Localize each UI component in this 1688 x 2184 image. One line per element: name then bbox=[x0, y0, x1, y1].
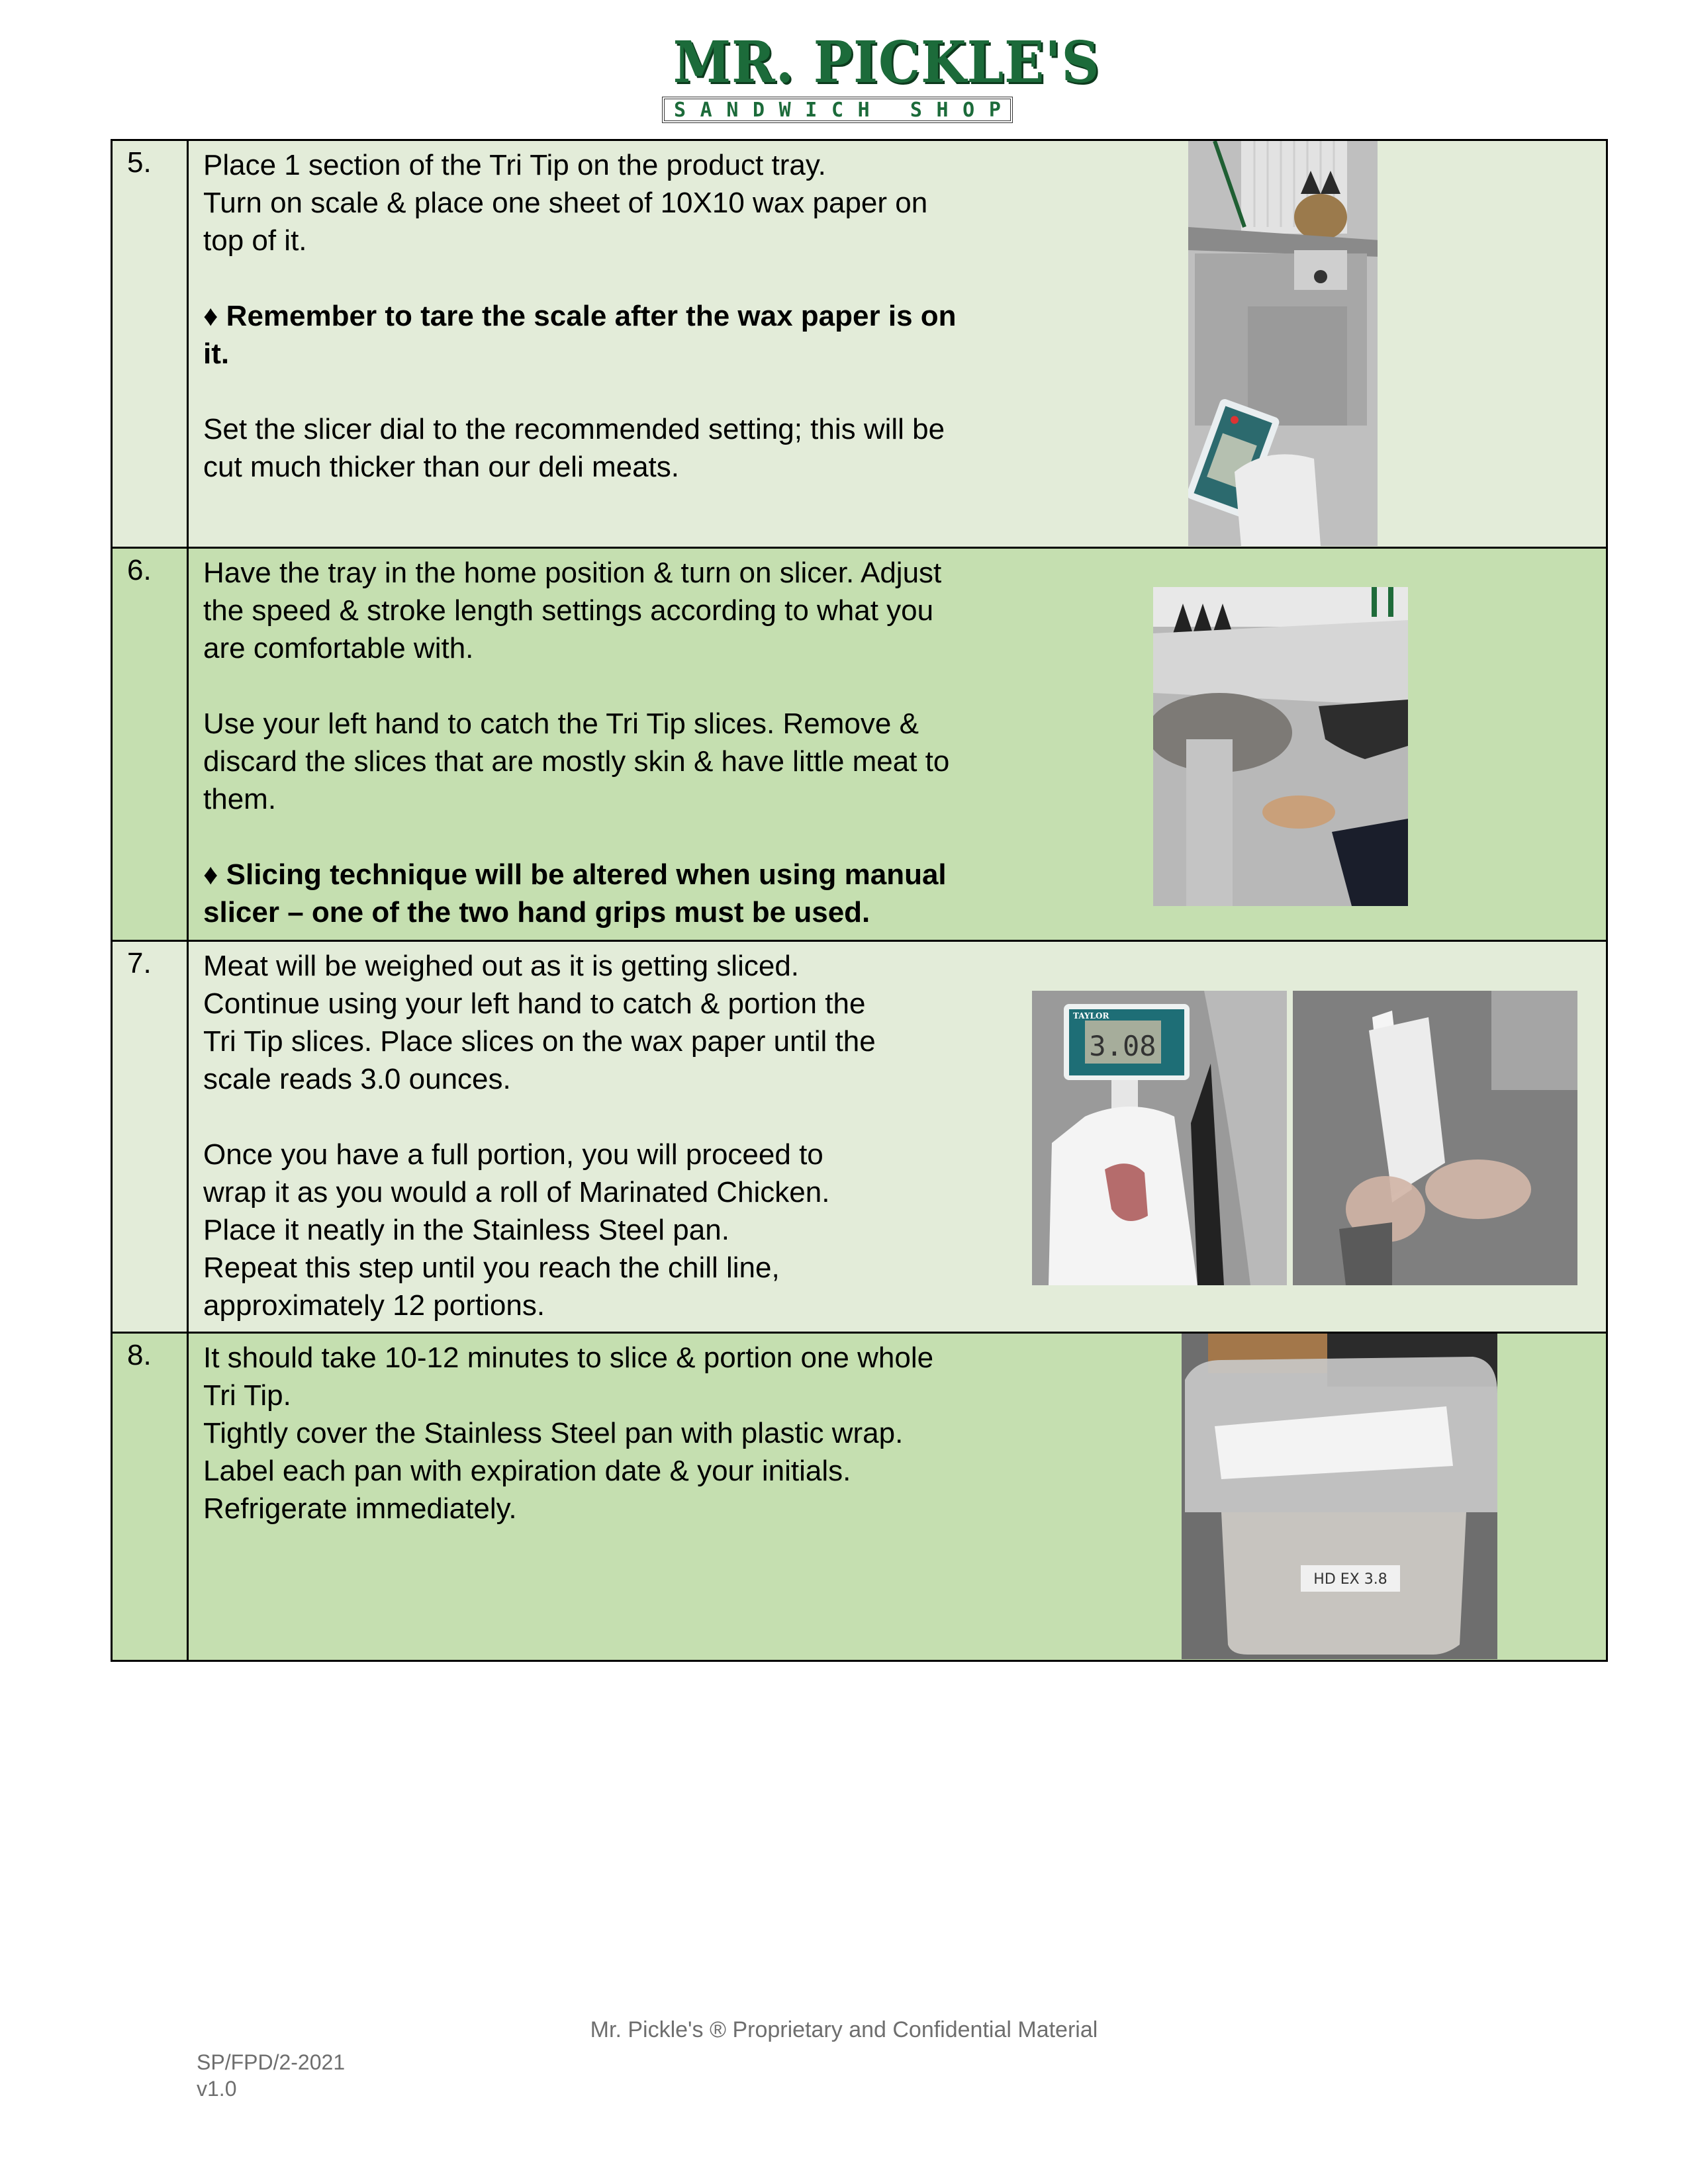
instruction-line: Refrigerate immediately. bbox=[203, 1492, 517, 1525]
instruction-line: Once you have a full portion, you will proceed to bbox=[203, 1138, 823, 1171]
step-content bbox=[188, 140, 1607, 548]
instruction-line: are comfortable with. bbox=[203, 632, 474, 664]
scale-display-value: 3.08 bbox=[1089, 1030, 1156, 1062]
scale-brand: TAYLOR bbox=[1073, 1011, 1109, 1021]
logo-letter: S bbox=[910, 98, 922, 122]
instruction-line: them. bbox=[203, 783, 277, 815]
step-content bbox=[188, 941, 1607, 1333]
step-number: 5. bbox=[112, 140, 188, 548]
confidential-notice: Mr. Pickle's ® Proprietary and Confidential Material bbox=[590, 2017, 1098, 2042]
instruction-line: the speed & stroke length settings according to what you bbox=[203, 594, 934, 627]
step-row-7 bbox=[112, 941, 1607, 1333]
logo-letter: I bbox=[805, 98, 818, 122]
step-number: 6. bbox=[112, 548, 188, 941]
instruction-line: Label each pan with expiration date & your initials. bbox=[203, 1455, 851, 1487]
important-note: slicer – one of the two hand grips must be used. bbox=[203, 896, 870, 929]
instruction-line: Use your left hand to catch the Tri Tip slices. Remove & bbox=[203, 707, 919, 740]
steps-table bbox=[111, 139, 1608, 1662]
instruction-line: Meat will be weighed out as it is getting sliced. bbox=[203, 950, 800, 982]
instruction-line: Tri Tip. bbox=[203, 1379, 291, 1412]
brand-logo bbox=[659, 29, 1100, 134]
important-note: ♦ Slicing technique will be altered when using manual bbox=[203, 858, 947, 891]
step-text bbox=[203, 947, 876, 1324]
instruction-line: approximately 12 portions. bbox=[203, 1289, 545, 1322]
step-content bbox=[188, 548, 1607, 941]
logo-letter: P bbox=[988, 98, 1001, 122]
logo-letter: D bbox=[752, 98, 765, 122]
scale-reading-photo bbox=[1032, 991, 1287, 1285]
step-content bbox=[188, 1333, 1607, 1661]
important-note: it. bbox=[203, 338, 230, 370]
logo-letter: C bbox=[831, 98, 843, 122]
instruction-line: wrap it as you would a roll of Marinated Chicken. bbox=[203, 1176, 830, 1208]
instruction-line: Tri Tip slices. Place slices on the wax paper until the bbox=[203, 1025, 876, 1058]
logo-letter: H bbox=[936, 98, 949, 122]
slicer-scale-photo bbox=[1188, 141, 1378, 546]
document-info bbox=[197, 2049, 345, 2102]
logo-subtitle-box bbox=[662, 97, 1013, 123]
instruction-line: Repeat this step until you reach the chill line, bbox=[203, 1251, 780, 1284]
instruction-line: Set the slicer dial to the recommended setting; this will be bbox=[203, 413, 945, 445]
slicer-catching-photo bbox=[1153, 587, 1408, 906]
instruction-line: Turn on scale & place one sheet of 10X10 wax paper on bbox=[203, 187, 928, 219]
logo-title: MR. PICKLE'S bbox=[673, 29, 1100, 96]
step-text bbox=[203, 1339, 933, 1527]
logo-letter: H bbox=[857, 98, 870, 122]
important-note: ♦ Remember to tare the scale after the wax paper is on bbox=[203, 300, 957, 332]
logo-letter: O bbox=[962, 98, 975, 122]
instruction-line: Place it neatly in the Stainless Steel pan. bbox=[203, 1214, 729, 1246]
instruction-line: Tightly cover the Stainless Steel pan with plastic wrap. bbox=[203, 1417, 904, 1449]
instruction-line: top of it. bbox=[203, 224, 307, 257]
covered-pan-photo bbox=[1182, 1334, 1497, 1659]
instruction-line: discard the slices that are mostly skin & have little meat to bbox=[203, 745, 950, 778]
logo-letter: W bbox=[778, 98, 791, 122]
wrapping-portion-photo bbox=[1293, 991, 1577, 1285]
step-number: 8. bbox=[112, 1333, 188, 1661]
step-row-5 bbox=[112, 140, 1607, 548]
instruction-line: Continue using your left hand to catch & portion the bbox=[203, 987, 866, 1020]
step-row-8 bbox=[112, 1333, 1607, 1661]
document-version: v1.0 bbox=[197, 2077, 237, 2101]
step-number: 7. bbox=[112, 941, 188, 1333]
step-text bbox=[203, 146, 957, 486]
logo-letter: N bbox=[726, 98, 739, 122]
step-row-6 bbox=[112, 548, 1607, 941]
instruction-line: scale reads 3.0 ounces. bbox=[203, 1063, 511, 1095]
logo-letter: S bbox=[674, 98, 686, 122]
instruction-line: It should take 10-12 minutes to slice & portion one whole bbox=[203, 1342, 934, 1374]
document-code: SP/FPD/2-2021 bbox=[197, 2050, 346, 2074]
instruction-line: cut much thicker than our deli meats. bbox=[203, 451, 679, 483]
step-text bbox=[203, 554, 949, 931]
instruction-line: Have the tray in the home position & turn on slicer. Adjust bbox=[203, 557, 942, 589]
instruction-line: Place 1 section of the Tri Tip on the product tray. bbox=[203, 149, 826, 181]
pan-label-text: HD EX 3.8 bbox=[1313, 1571, 1387, 1588]
logo-letter: A bbox=[700, 98, 712, 122]
